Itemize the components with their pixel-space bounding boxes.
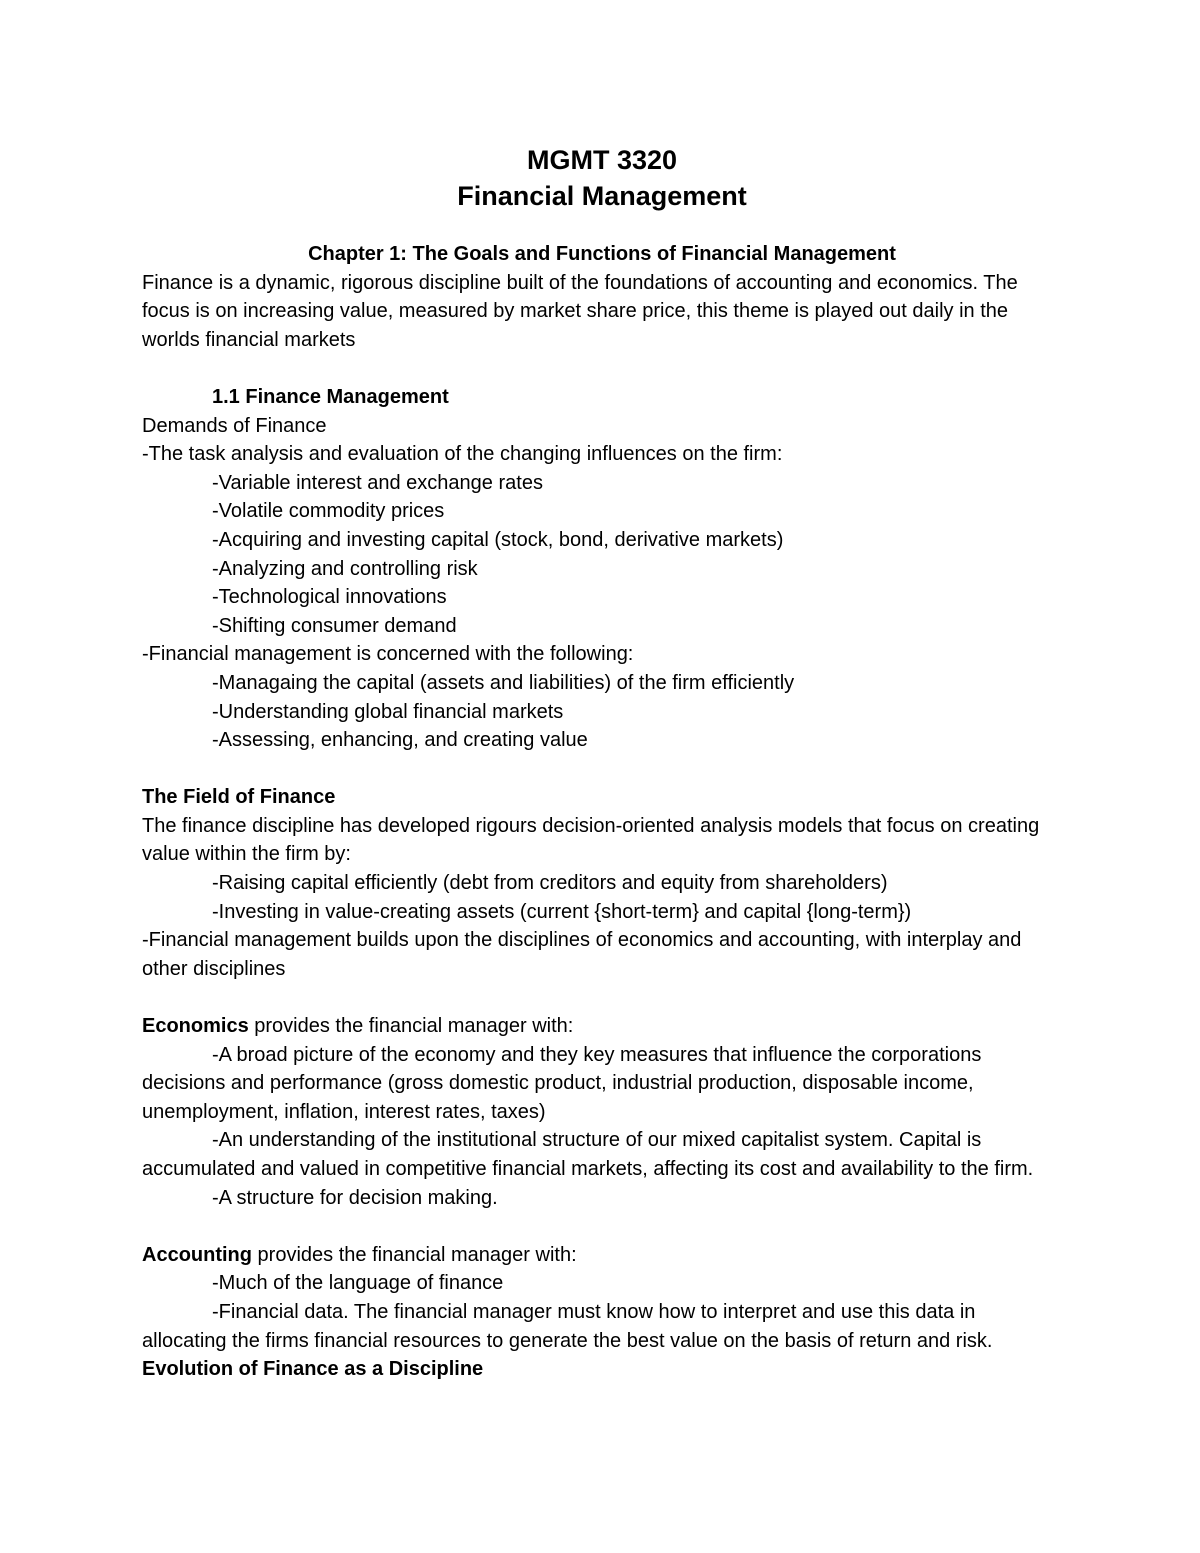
section-heading-1-1: 1.1 Finance Management — [212, 385, 449, 408]
evolution-heading: Evolution of Finance as a Discipline — [142, 1358, 484, 1381]
economics-item: -A broad picture of the economy and they key measures that influence the corporations decisions and performance (gross domestic product, industrial production, disposable income, unemployment, inflation, interest rates, taxes) — [142, 1043, 982, 1123]
task-line: -The task analysis and evaluation of the changing influences on the firm: — [142, 443, 783, 466]
concern-item: -Understanding global financial markets — [212, 700, 564, 723]
concern-line: -Financial management is concerned with the following: — [142, 643, 634, 666]
spacer — [142, 354, 1062, 383]
spacer — [142, 755, 1062, 784]
economics-item: -A structure for decision making. — [212, 1186, 498, 1209]
concern-item: -Managaing the capital (assets and liabilities) of the firm efficiently — [212, 671, 795, 694]
task-item: -Technological innovations — [212, 586, 447, 609]
demands-label: Demands of Finance — [142, 414, 327, 437]
task-item: -Variable interest and exchange rates — [212, 471, 543, 494]
concern-item: -Assessing, enhancing, and creating value — [212, 729, 588, 752]
accounting-item: -Much of the language of finance — [212, 1272, 504, 1295]
field-item: -Raising capital efficiently (debt from creditors and equity from shareholders) — [212, 872, 888, 895]
chapter-intro: Finance is a dynamic, rigorous discipline built of the foundations of accounting and economics. The focus is on increasing value, measured by market share price, this theme is played out daily in the worlds financial markets — [142, 271, 1018, 351]
task-item: -Acquiring and investing capital (stock, bond, derivative markets) — [212, 528, 784, 551]
task-item: -Analyzing and controlling risk — [212, 557, 478, 580]
field-item: -Investing in value-creating assets (current {short-term} and capital {long-term}) — [212, 900, 912, 923]
accounting-rest: provides the financial manager with: — [252, 1243, 577, 1266]
spacer — [142, 1212, 1062, 1241]
economics-intro — [142, 1012, 1062, 1041]
document-page — [142, 140, 1062, 1384]
field-builds: -Financial management builds upon the disciplines of economics and accounting, with interplay and other disciplines — [142, 929, 1022, 980]
accounting-item: -Financial data. The financial manager must know how to interpret and use this data in allocating the firms financial resources to generate the best value on the basis of return and risk. — [142, 1300, 993, 1352]
chapter-heading: Chapter 1: The Goals and Functions of Financial Management — [308, 243, 896, 265]
accounting-intro — [142, 1241, 1062, 1270]
accounting-term: Accounting — [142, 1243, 252, 1266]
economics-item: -An understanding of the institutional structure of our mixed capitalist system. Capital is accumulated and valued in competitive financial markets, affecting its cost and availability to the firm. — [142, 1129, 1034, 1180]
economics-term: Economics — [142, 1015, 249, 1038]
spacer — [142, 983, 1062, 1012]
field-intro: The finance discipline has developed rigours decision-oriented analysis models that focus on creating value within the firm by: — [142, 814, 1040, 866]
task-item: -Shifting consumer demand — [212, 614, 457, 637]
economics-rest: provides the financial manager with: — [248, 1015, 574, 1038]
task-item: -Volatile commodity prices — [212, 500, 445, 523]
course-code: MGMT 3320 — [526, 145, 678, 175]
field-heading: The Field of Finance — [142, 786, 336, 809]
course-title: Financial Management — [457, 181, 747, 211]
